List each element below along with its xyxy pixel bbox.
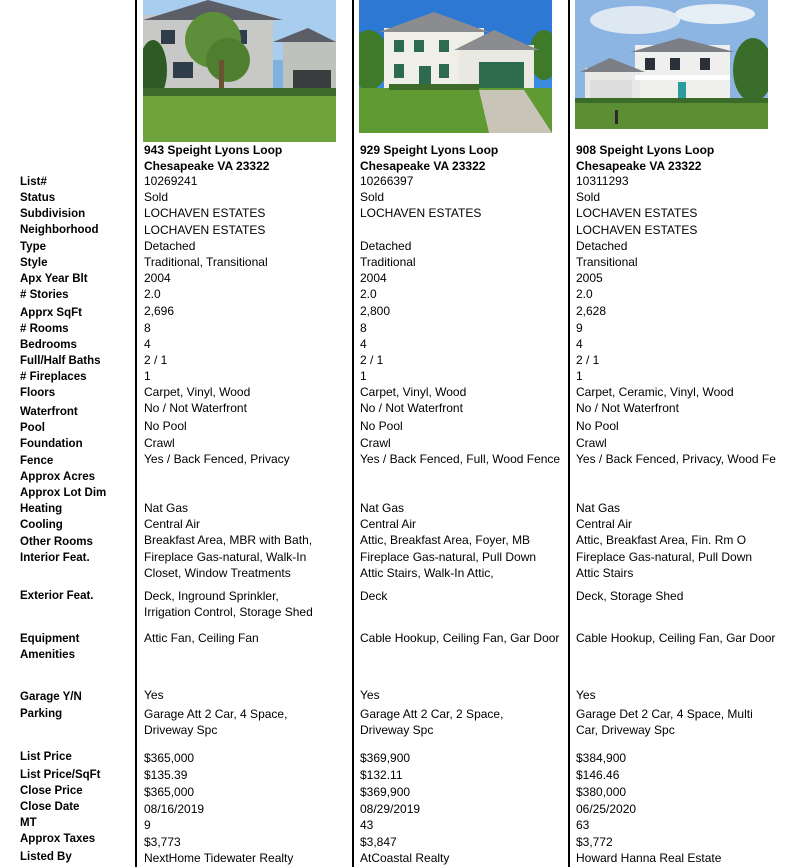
value-cooling: Central Air	[576, 517, 633, 531]
label-waterfront: Waterfront	[20, 406, 78, 418]
label-baths: Full/Half Baths	[20, 355, 101, 367]
value-status: Sold	[144, 190, 169, 204]
value-interior-line-1: Fireplace Gas-natural, Pull Down	[576, 550, 753, 564]
value-other-rooms: Breakfast Area, MBR with Bath,	[144, 533, 313, 547]
value-sqft: 2,800	[360, 304, 391, 318]
label-stories: # Stories	[20, 289, 69, 301]
value-interior-line-1: Fireplace Gas-natural, Walk-In	[144, 550, 307, 564]
value-garage: Yes	[576, 688, 596, 702]
value-exterior-line-1: Deck	[360, 589, 388, 603]
value-heating: Nat Gas	[360, 501, 405, 515]
value-style: Traditional, Transitional	[144, 255, 268, 269]
value-year-built: 2004	[360, 271, 387, 285]
value-list-num: 10311293	[576, 174, 629, 188]
value-taxes: $3,773	[144, 835, 181, 849]
value-interior-line-2: Closet, Window Treatments	[144, 566, 291, 580]
value-status: Sold	[360, 190, 385, 204]
label-exterior: Exterior Feat.	[20, 590, 94, 602]
address-line-2: Chesapeake VA 23322	[360, 159, 486, 173]
value-interior-line-1: Fireplace Gas-natural, Pull Down	[360, 550, 537, 564]
value-fence: Yes / Back Fenced, Privacy, Wood Fe	[576, 452, 776, 466]
value-bedrooms: 4	[360, 337, 367, 351]
value-foundation: Crawl	[144, 436, 175, 450]
value-price-sqft: $135.39	[144, 768, 188, 782]
address-line-1: 929 Speight Lyons Loop	[360, 143, 499, 157]
value-floors: Carpet, Vinyl, Wood	[360, 385, 467, 399]
value-parking-line-2: Driveway Spc	[144, 723, 218, 737]
value-list-num: 10266397	[360, 174, 414, 188]
value-sqft: 2,696	[144, 304, 175, 318]
value-pool: No Pool	[360, 419, 403, 433]
value-foundation: Crawl	[360, 436, 391, 450]
value-floors: Carpet, Ceramic, Vinyl, Wood	[576, 385, 734, 399]
label-neighborhood: Neighborhood	[20, 224, 99, 236]
label-garage: Garage Y/N	[20, 691, 82, 703]
value-close-date: 06/25/2020	[576, 802, 637, 816]
value-sqft: 2,628	[576, 304, 607, 318]
value-year-built: 2004	[144, 271, 171, 285]
value-close-price: $380,000	[576, 785, 627, 799]
value-mt: 63	[576, 818, 590, 832]
value-parking-line-1: Garage Att 2 Car, 2 Space,	[360, 707, 504, 721]
label-type: Type	[20, 241, 46, 253]
listing-photo-2[interactable]	[359, 0, 552, 133]
listing-1-address[interactable]	[144, 142, 282, 174]
value-close-price: $369,900	[360, 785, 411, 799]
value-heating: Nat Gas	[576, 501, 621, 515]
value-pool: No Pool	[144, 419, 187, 433]
label-list-price: List Price	[20, 751, 72, 763]
label-foundation: Foundation	[20, 438, 83, 450]
value-waterfront: No / Not Waterfront	[360, 401, 463, 415]
value-close-date: 08/29/2019	[360, 802, 421, 816]
value-mt: 9	[144, 818, 151, 832]
value-bedrooms: 4	[144, 337, 151, 351]
value-parking-line-2: Car, Driveway Spc	[576, 723, 675, 737]
value-garage: Yes	[144, 688, 164, 702]
value-exterior-line-1: Deck, Inground Sprinkler,	[144, 589, 279, 603]
label-close-date: Close Date	[20, 801, 80, 813]
value-parking-line-2: Driveway Spc	[360, 723, 434, 737]
listing-photo-3[interactable]	[575, 0, 768, 129]
label-rooms: # Rooms	[20, 323, 69, 335]
value-fireplaces: 1	[144, 369, 151, 383]
value-fireplaces: 1	[360, 369, 367, 383]
value-type: Detached	[576, 239, 628, 253]
label-parking: Parking	[20, 708, 63, 720]
column-divider	[352, 0, 354, 867]
value-listed-by: Howard Hanna Real Estate	[576, 851, 722, 865]
value-close-date: 08/16/2019	[144, 802, 205, 816]
value-list-price: $369,900	[360, 751, 411, 765]
value-parking-line-1: Garage Att 2 Car, 4 Space,	[144, 707, 288, 721]
label-mt: MT	[20, 817, 37, 829]
value-rooms: 8	[360, 321, 367, 335]
label-year-built: Apx Year Blt	[20, 273, 88, 285]
label-floors: Floors	[20, 387, 56, 399]
value-subdivision: LOCHAVEN ESTATES	[576, 206, 698, 220]
value-stories: 2.0	[576, 287, 593, 301]
listing-2-address[interactable]	[360, 142, 498, 174]
value-bedrooms: 4	[576, 337, 583, 351]
label-list-num: List#	[20, 176, 47, 188]
value-parking-line-1: Garage Det 2 Car, 4 Space, Multi	[576, 707, 753, 721]
label-fireplaces: # Fireplaces	[20, 371, 87, 383]
value-stories: 2.0	[144, 287, 161, 301]
label-acres: Approx Acres	[20, 471, 95, 483]
value-taxes: $3,772	[576, 835, 613, 849]
value-equipment: Cable Hookup, Ceiling Fan, Gar Door	[360, 631, 560, 645]
label-amenities: Amenities	[20, 649, 75, 661]
value-waterfront: No / Not Waterfront	[144, 401, 247, 415]
column-divider	[135, 0, 137, 867]
value-subdivision: LOCHAVEN ESTATES	[360, 206, 482, 220]
value-waterfront: No / Not Waterfront	[576, 401, 679, 415]
value-stories: 2.0	[360, 287, 377, 301]
value-style: Traditional	[360, 255, 416, 269]
value-rooms: 8	[144, 321, 151, 335]
label-fence: Fence	[20, 455, 54, 467]
value-close-price: $365,000	[144, 785, 195, 799]
value-list-price: $365,000	[144, 751, 195, 765]
label-sqft: Apprx SqFt	[20, 307, 82, 319]
value-equipment: Cable Hookup, Ceiling Fan, Gar Door	[576, 631, 776, 645]
value-pool: No Pool	[576, 419, 619, 433]
value-neighborhood: LOCHAVEN ESTATES	[576, 223, 698, 237]
value-interior-line-2: Attic Stairs	[576, 566, 634, 580]
value-status: Sold	[576, 190, 601, 204]
value-other-rooms: Attic, Breakfast Area, Foyer, MB	[360, 533, 531, 547]
value-list-price: $384,900	[576, 751, 627, 765]
label-price-sqft: List Price/SqFt	[20, 769, 101, 781]
value-year-built: 2005	[576, 271, 603, 285]
label-close-price: Close Price	[20, 785, 83, 797]
value-interior-line-2: Attic Stairs, Walk-In Attic,	[360, 566, 494, 580]
address-line-2: Chesapeake VA 23322	[576, 159, 702, 173]
value-exterior-line-2: Irrigation Control, Storage Shed	[144, 605, 313, 619]
label-style: Style	[20, 257, 48, 269]
listing-photo-1[interactable]	[143, 0, 336, 142]
value-price-sqft: $132.11	[360, 768, 403, 782]
value-baths: 2 / 1	[144, 353, 168, 367]
value-mt: 43	[360, 818, 374, 832]
address-line-2: Chesapeake VA 23322	[144, 159, 270, 173]
value-type: Detached	[360, 239, 412, 253]
value-cooling: Central Air	[144, 517, 201, 531]
label-heating: Heating	[20, 503, 63, 515]
listing-3-address[interactable]	[576, 142, 714, 174]
value-rooms: 9	[576, 321, 583, 335]
value-price-sqft: $146.46	[576, 768, 620, 782]
address-line-1: 908 Speight Lyons Loop	[576, 143, 715, 157]
label-other-rooms: Other Rooms	[20, 536, 93, 548]
label-bedrooms: Bedrooms	[20, 339, 77, 351]
label-taxes: Approx Taxes	[20, 833, 96, 845]
value-list-num: 10269241	[144, 174, 198, 188]
value-listed-by: NextHome Tidewater Realty	[144, 851, 294, 865]
value-garage: Yes	[360, 688, 380, 702]
value-fireplaces: 1	[576, 369, 583, 383]
value-heating: Nat Gas	[144, 501, 189, 515]
label-pool: Pool	[20, 422, 45, 434]
value-style: Transitional	[576, 255, 638, 269]
address-line-1: 943 Speight Lyons Loop	[144, 143, 283, 157]
label-subdivision: Subdivision	[20, 208, 86, 220]
value-fence: Yes / Back Fenced, Privacy	[144, 452, 290, 466]
value-taxes: $3,847	[360, 835, 397, 849]
value-fence: Yes / Back Fenced, Full, Wood Fence	[360, 452, 561, 466]
value-listed-by: AtCoastal Realty	[360, 851, 450, 865]
value-baths: 2 / 1	[360, 353, 384, 367]
value-cooling: Central Air	[360, 517, 417, 531]
value-subdivision: LOCHAVEN ESTATES	[144, 206, 266, 220]
label-lot-dim: Approx Lot Dim	[20, 487, 107, 499]
label-equipment: Equipment	[20, 633, 80, 645]
label-cooling: Cooling	[20, 519, 63, 531]
value-baths: 2 / 1	[576, 353, 600, 367]
column-divider	[568, 0, 570, 867]
value-other-rooms: Attic, Breakfast Area, Fin. Rm O	[576, 533, 747, 547]
value-floors: Carpet, Vinyl, Wood	[144, 385, 251, 399]
value-equipment: Attic Fan, Ceiling Fan	[144, 631, 259, 645]
value-type: Detached	[144, 239, 196, 253]
label-listed-by: Listed By	[20, 851, 72, 863]
label-interior: Interior Feat.	[20, 552, 90, 564]
value-neighborhood: LOCHAVEN ESTATES	[144, 223, 266, 237]
value-exterior-line-1: Deck, Storage Shed	[576, 589, 684, 603]
label-status: Status	[20, 192, 56, 204]
value-foundation: Crawl	[576, 436, 607, 450]
